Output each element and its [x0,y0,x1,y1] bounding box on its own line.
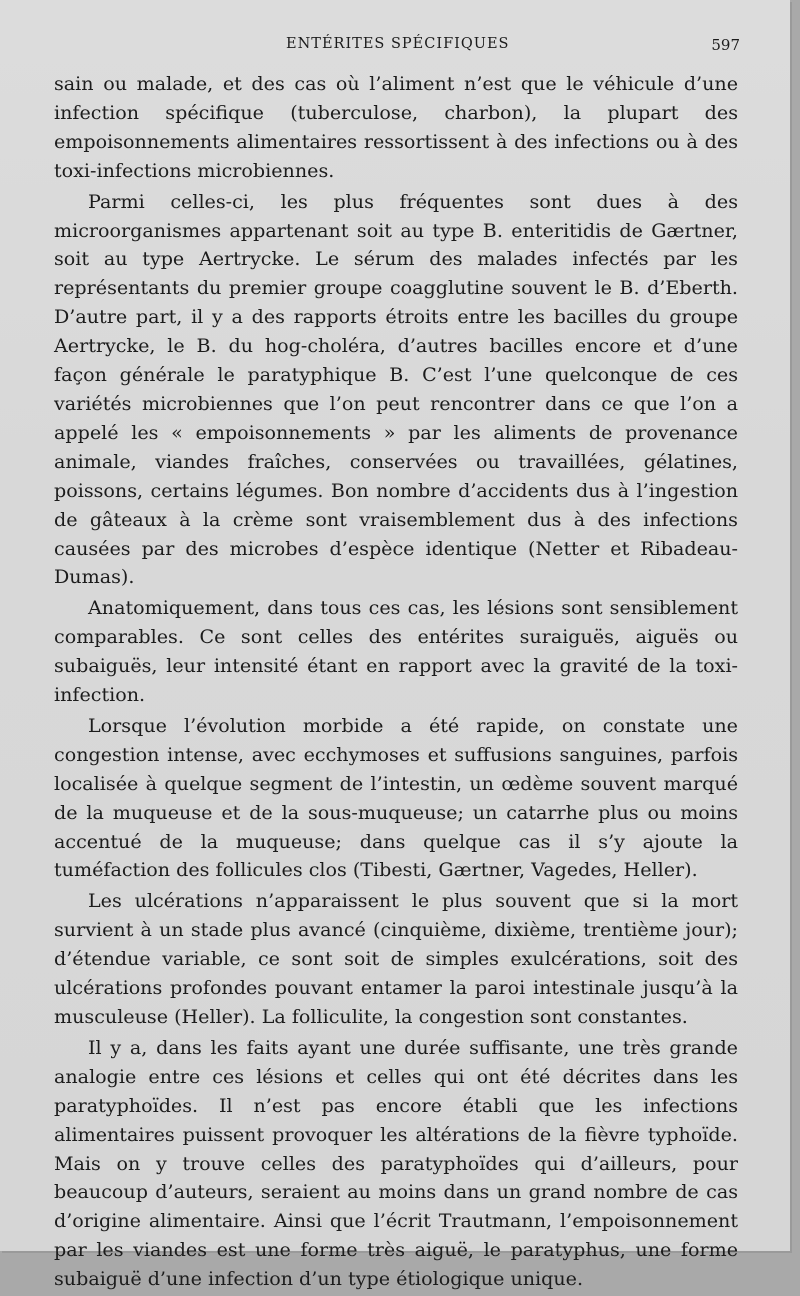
running-head [60,36,740,60]
paragraph-rapid-evolution: Lorsque l’évolution morbide a été rapide, on constate une congestion intense, avec ecchymoses et suffusions sanguines, parfois localisée à quelque segment de l’intestin, un œdème souvent marqué de la muqueuse et de la sous-muqueuse; un catarrhe plus ou moins accentué de la muqueuse; dans quelque cas il s’y ajoute la tuméfaction des follicules clos (Tibesti, Gærtner, Vagedes, Heller). [54,713,738,882]
paragraph-anatomy: Anatomiquement, dans tous ces cas, les lésions sont sensiblement comparables. Ce sont celles des entérites suraiguës, aiguës ou subaiguës, leur intensité étant en rapport avec la gravité de la toxi-infection. [54,596,738,707]
running-title: ENTÉRITES SPÉCIFIQUES [286,36,510,52]
paragraph-analogy: Il y a, dans les faits ayant une durée suffisante, une très grande analogie entre ces lésions et celles qui ont été décrites dans les paratyphoïdes. Il n’est pas encore établi que les infections alimentaires puissent provoquer les altérations de la fièvre typhoïde. Mais on y trouve celles des paratyphoïdes qui d’ailleurs, pour beaucoup d’auteurs, seraient au moins dans un grand nombre de cas d’origine alimentaire. Ainsi que l’écrit Trautmann, l’empoisonnement par les viandes est une forme très aiguë, le paratyphus, une forme subaiguë d’une infection d’un type étiologique unique. [54,1035,738,1291]
paragraph-microorganisms: Parmi celles-ci, les plus fréquentes sont dues à des microorganismes appartenant soit au type B. enteritidis de Gærtner, soit au type Aertrycke. Le sérum des malades infectés par les représentants du premier groupe coagglutine souvent le B. d’Eberth. D’autre part, il y a des rapports étroits entre les bacilles du groupe Aertrycke, le B. du hog-choléra, d’autres bacilles encore et d’une façon générale le paratyphique B. C’est l’une quelconque de ces variétés microbiennes que l’on peut rencontrer dans ce que l’on a appelé les « empoisonnements » par les aliments de provenance animale, viandes fraîches, conservées ou travaillées, gélatines, poissons, certains légumes. Bon nombre d’accidents dus à l’ingestion de gâteaux à la crème sont vraisemblement dus à des infections causées par des microbes d’espèce identique (Netter et Ribadeau-Dumas). [54,189,738,589]
paragraph-continued: sain ou malade, et des cas où l’aliment n’est que le véhicule d’une infection spécifique (tuberculose, charbon), la plupart des empoisonnements alimentaires ressortissent à des infections ou à des toxi-infections microbiennes. [54,72,738,182]
body-text [54,70,738,1296]
paragraph-ulcerations: Les ulcérations n’apparaissent le plus souvent que si la mort survient à un stade plus avancé (cinquième, dixième, trentième jour); d’étendue variable, ce sont soit de simples exulcérations, soit des ulcérations profondes pouvant entamer la paroi intestinale jusqu’à la musculeuse (Heller). La folliculite, la congestion sont constantes. [54,889,738,1028]
page-number: 597 [711,36,740,54]
